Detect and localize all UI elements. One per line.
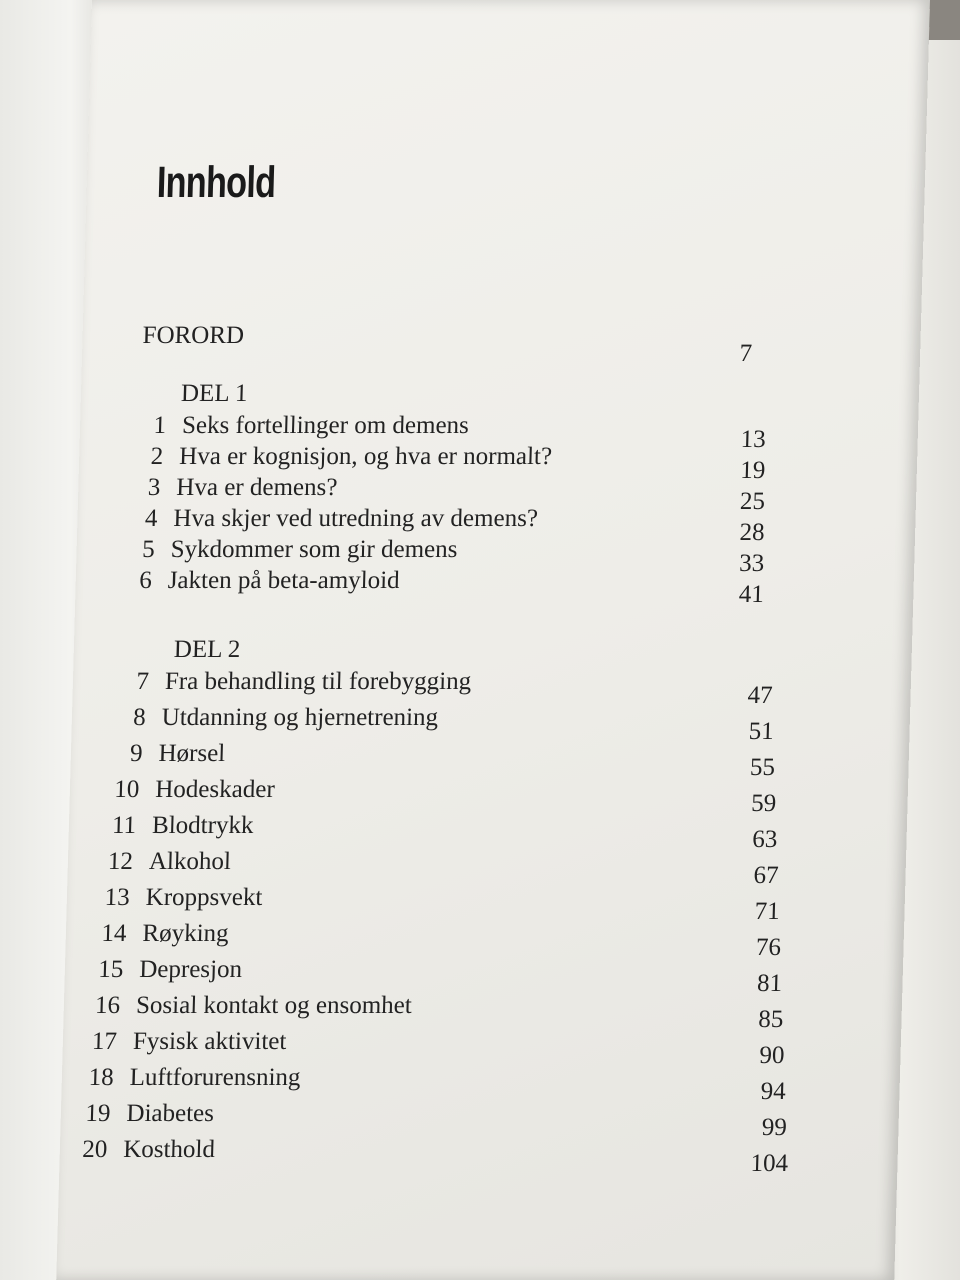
toc-chapter-title: Hva skjer ved utredning av demens? (173, 505, 539, 532)
toc-page-number: 51 (748, 718, 775, 745)
toc-chapter-title: Luftforurensning (129, 1064, 301, 1091)
toc-chapter-number: 18 (88, 1064, 115, 1091)
toc-chapter-title: Kosthold (122, 1136, 216, 1163)
toc-page-number: 25 (739, 488, 766, 515)
toc-chapter-title: Sykdommer som gir demens (170, 536, 458, 563)
toc-row (77, 505, 916, 546)
toc-forord-label: FORORD (142, 322, 245, 349)
toc-row (64, 956, 903, 997)
toc-row (59, 1136, 898, 1177)
toc-forord (82, 322, 921, 367)
toc-chapter-number: 14 (101, 920, 127, 947)
toc-chapter-number: 3 (147, 474, 161, 501)
toc-row (67, 848, 906, 889)
toc-chapter-number: 5 (141, 536, 156, 563)
toc-row (62, 1028, 901, 1069)
toc-page-number: 13 (740, 426, 767, 453)
del2-heading: DEL 2 (173, 636, 241, 663)
toc-chapter-number: 17 (91, 1028, 118, 1055)
toc-page-number: 85 (757, 1006, 784, 1033)
toc-page-number: 67 (753, 862, 779, 889)
toc-row (79, 443, 918, 484)
toc-page-number: 41 (738, 581, 765, 608)
toc-chapter-number: 4 (144, 505, 158, 532)
toc-chapter-number: 15 (97, 956, 124, 983)
toc-chapter-number: 7 (136, 668, 150, 695)
toc-chapter-number: 20 (81, 1136, 108, 1163)
toc-chapter-title: Hodeskader (154, 776, 276, 803)
toc-page-number: 19 (739, 457, 766, 484)
toc-page-number: 90 (759, 1042, 785, 1069)
toc-forord-page: 7 (739, 340, 753, 367)
toc-chapter-number: 13 (104, 884, 131, 911)
toc-chapter-title: Fysisk aktivitet (132, 1028, 287, 1055)
toc-row (70, 740, 909, 781)
toc-page-number: 55 (749, 754, 776, 781)
toc-row (72, 668, 911, 709)
toc-chapter-title: Diabetes (126, 1100, 215, 1127)
toc-row (63, 992, 902, 1033)
toc-chapter-title: Jakten på beta-amyloid (167, 567, 401, 594)
toc-chapter-title: Kroppsvekt (145, 884, 263, 911)
toc-page-number: 63 (751, 826, 778, 853)
toc-chapter-title: Hva er kognisjon, og hva er normalt? (178, 443, 553, 470)
toc-page-number: 59 (750, 790, 777, 817)
toc-chapter-number: 1 (153, 412, 167, 439)
toc-page-number: 76 (755, 934, 782, 961)
toc-chapter-number: 9 (129, 740, 143, 767)
toc-chapter-number: 11 (111, 812, 137, 839)
toc-chapter-title: Røyking (142, 920, 230, 947)
toc-row (65, 920, 904, 961)
toc-chapter-number: 12 (107, 848, 134, 875)
toc-page-number: 71 (754, 898, 781, 925)
toc-row (76, 536, 915, 577)
toc-chapter-title: Depresjon (138, 956, 243, 983)
toc-page-number: 33 (738, 550, 765, 577)
toc-row (71, 704, 910, 745)
toc-chapter-number: 16 (94, 992, 121, 1019)
toc-page-number: 28 (739, 519, 766, 546)
toc-page-number: 94 (760, 1078, 787, 1105)
toc-row (61, 1064, 900, 1105)
toc-chapter-title: Blodtrykk (151, 812, 254, 839)
toc-row (78, 474, 917, 515)
toc-chapter-title: Alkohol (148, 848, 232, 875)
toc-chapter-title: Fra behandling til forebygging (164, 668, 472, 695)
toc-row (60, 1100, 899, 1141)
page-title: Innhold (156, 158, 277, 207)
toc-page-number: 99 (761, 1114, 788, 1141)
toc-row (75, 567, 914, 608)
toc-row (66, 884, 905, 925)
toc-chapter-number: 2 (150, 443, 164, 470)
toc-chapter-title: Seks fortellinger om demens (181, 412, 470, 439)
toc-row (68, 812, 907, 853)
toc-chapter-title: Hørsel (158, 740, 226, 767)
toc-row (80, 412, 919, 453)
toc-chapter-title: Utdanning og hjernetrening (161, 704, 439, 731)
toc-chapter-number: 6 (138, 567, 153, 594)
toc-page-number: 47 (747, 682, 773, 709)
book-page (56, 0, 930, 1280)
toc-page-number: 104 (750, 1150, 789, 1177)
del1-heading: DEL 1 (180, 380, 248, 407)
toc-row (69, 776, 908, 817)
toc-chapter-title: Sosial kontakt og ensomhet (135, 992, 413, 1019)
toc-chapter-number: 10 (113, 776, 140, 803)
toc-page-number: 81 (756, 970, 783, 997)
toc-chapter-title: Hva er demens? (176, 474, 338, 501)
toc-chapter-number: 8 (132, 704, 147, 731)
toc-chapter-number: 19 (85, 1100, 111, 1127)
